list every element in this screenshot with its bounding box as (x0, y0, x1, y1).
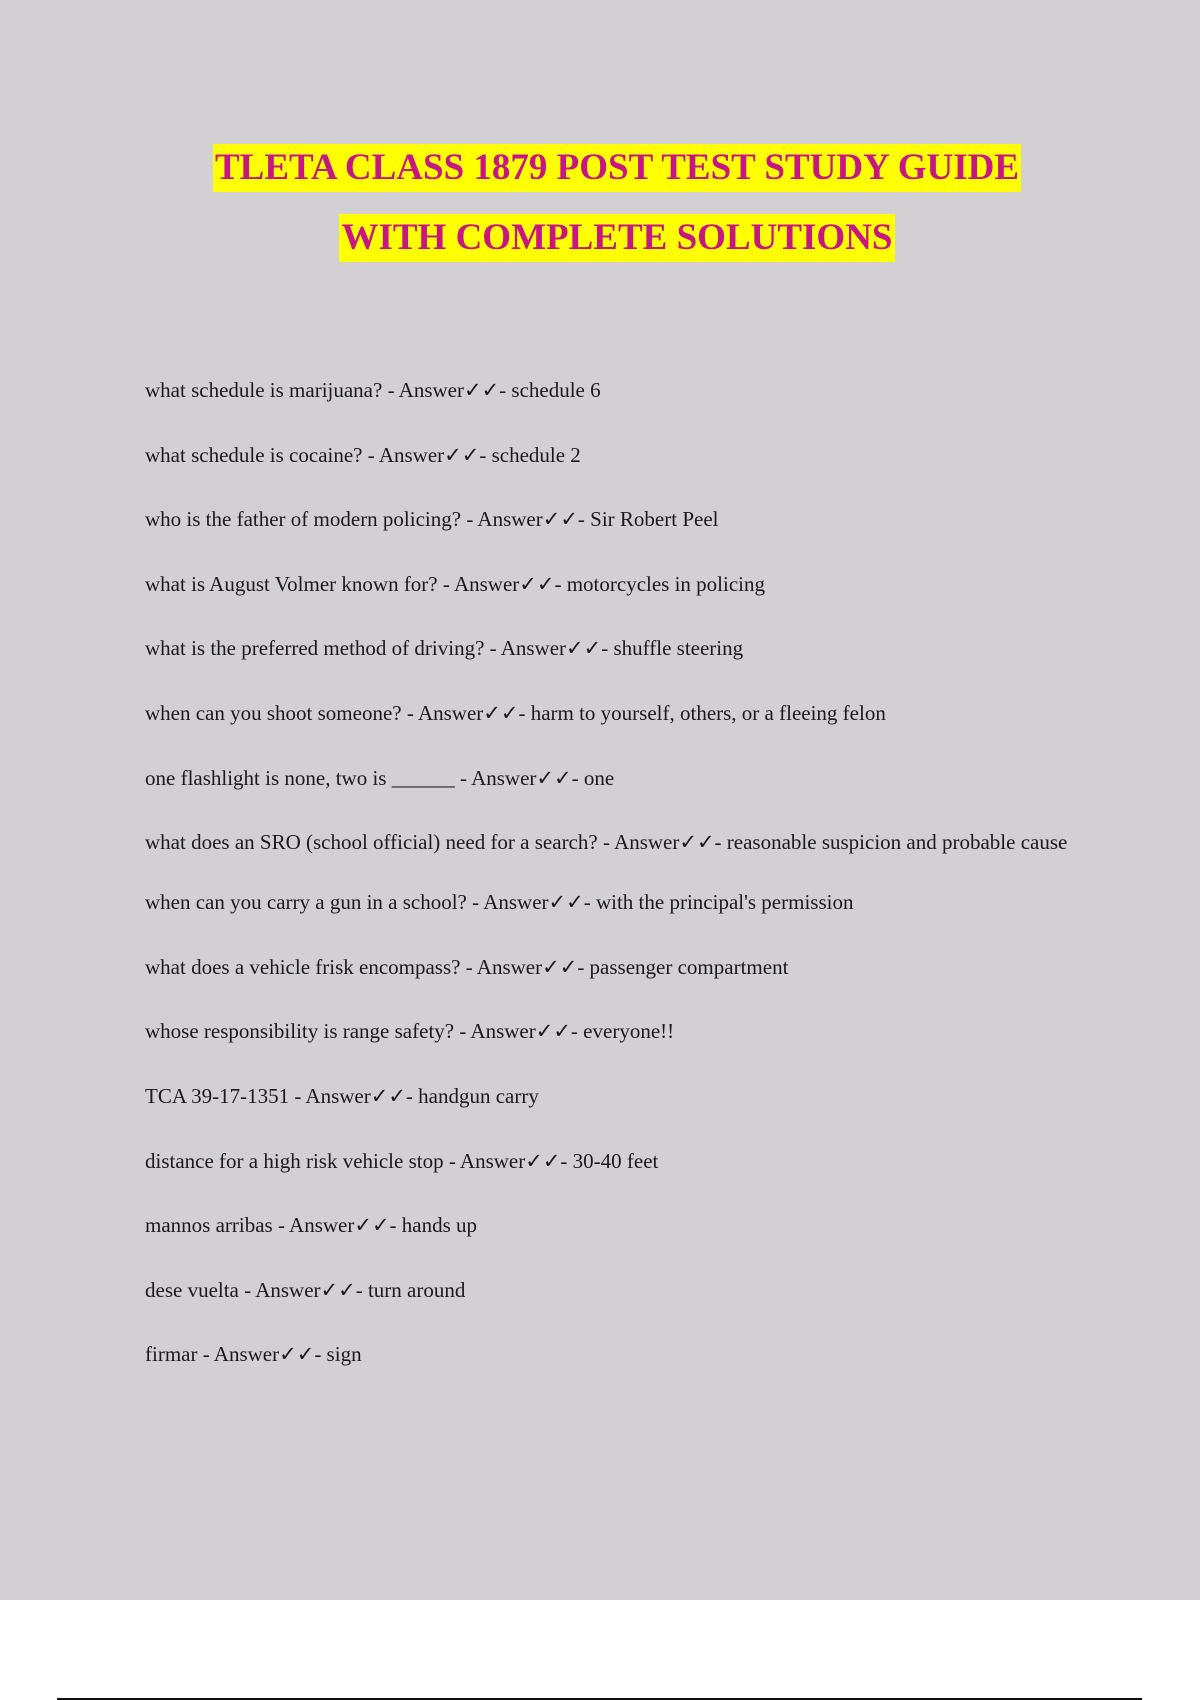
qa-item: what is the preferred method of driving? - Answer✓✓- shuffle steering (145, 636, 744, 661)
document-title (0, 144, 1200, 284)
qa-item: whose responsibility is range safety? - Answer✓✓- everyone!! (145, 1019, 675, 1044)
qa-item: TCA 39-17-1351 - Answer✓✓- handgun carry (145, 1083, 539, 1108)
qa-item: mannos arribas - Answer✓✓- hands up (145, 1213, 478, 1238)
qa-item: distance for a high risk vehicle stop - Answer✓✓- 30-40 feet (145, 1148, 659, 1173)
qa-item: dese vuelta - Answer✓✓- turn around (145, 1277, 466, 1302)
qa-item: when can you carry a gun in a school? - Answer✓✓- with the principal's permission (145, 890, 854, 915)
qa-item: firmar - Answer✓✓- sign (145, 1342, 362, 1367)
qa-list (145, 368, 1075, 1397)
title-line-2: WITH COMPLETE SOLUTIONS (339, 214, 894, 262)
qa-item: what schedule is cocaine? - Answer✓✓- schedule 2 (145, 442, 581, 467)
qa-item: one flashlight is none, two is ______ - Answer✓✓- one (145, 765, 615, 790)
qa-item: what does a vehicle frisk encompass? - Answer✓✓- passenger compartment (145, 954, 789, 979)
qa-item: who is the father of modern policing? - Answer✓✓- Sir Robert Peel (145, 507, 719, 532)
qa-item: what does an SRO (school official) need for a search? - Answer✓✓- reasonable suspicion and probable cause (145, 830, 1068, 855)
title-line-1: TLETA CLASS 1879 POST TEST STUDY GUIDE (213, 144, 1021, 192)
qa-item: what is August Volmer known for? - Answer✓✓- motorcycles in policing (145, 571, 766, 596)
qa-item: when can you shoot someone? - Answer✓✓- harm to yourself, others, or a fleeing felon (145, 700, 886, 725)
qa-item: what schedule is marijuana? - Answer✓✓- schedule 6 (145, 378, 601, 402)
